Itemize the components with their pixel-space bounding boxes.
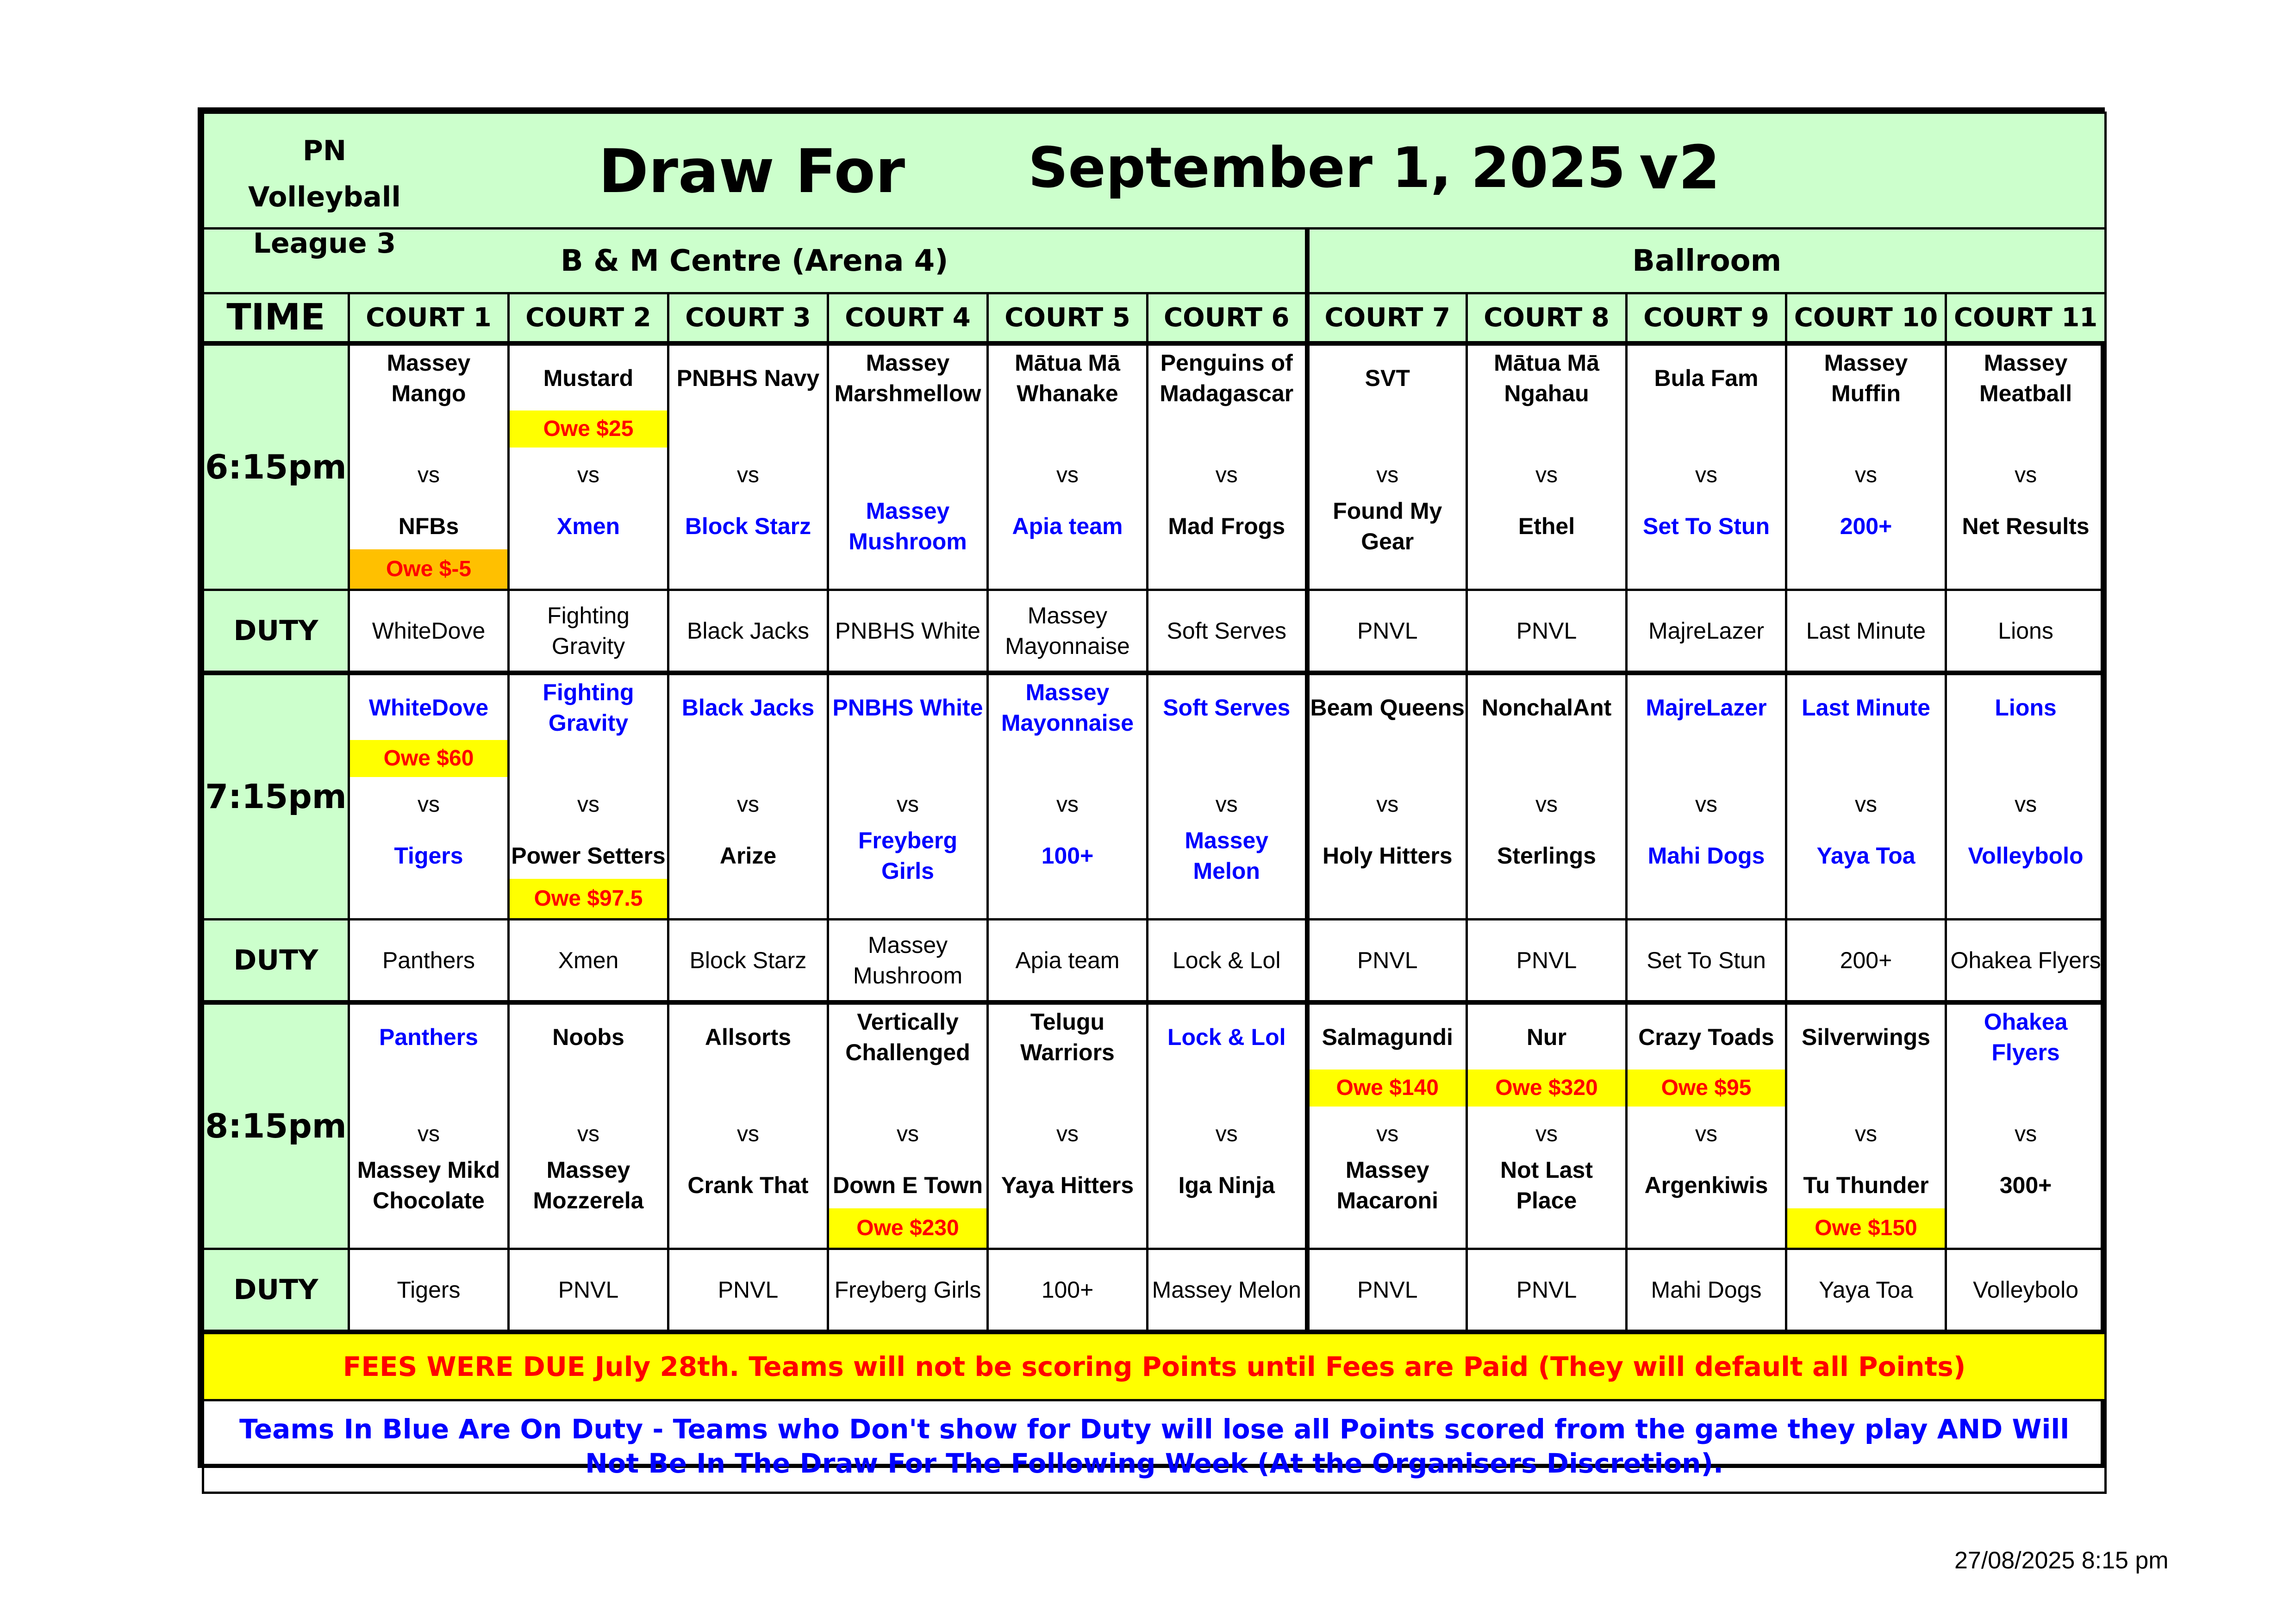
court-header: COURT 2 <box>509 293 668 343</box>
duty-team: Soft Serves <box>1148 590 1307 673</box>
home-team: SVT <box>1365 365 1410 391</box>
draw-table <box>202 112 2107 1494</box>
vs-label: vs <box>1376 1122 1399 1146</box>
duty-team: PNVL <box>1467 590 1627 673</box>
vs-label: vs <box>1535 1122 1558 1146</box>
vs-label: vs <box>577 1122 599 1146</box>
draw-sheet <box>198 107 2105 1479</box>
game-cell <box>1627 673 1786 920</box>
court-header: COURT 8 <box>1467 293 1627 343</box>
vs-label: vs <box>1215 1122 1238 1146</box>
duty-team: Volleybolo <box>1946 1249 2106 1332</box>
away-team: Found My Gear <box>1333 497 1442 554</box>
game-cell <box>1148 1002 1307 1249</box>
away-team: Freyberg Girls <box>858 827 957 884</box>
vs-label: vs <box>1056 792 1079 817</box>
vs-label: vs <box>1695 463 1717 487</box>
away-team: Mad Frogs <box>1168 513 1285 539</box>
owe-badge: Owe $95 <box>1628 1070 1785 1107</box>
time-slot-label: 6:15pm <box>203 343 349 590</box>
home-team: Last Minute <box>1802 694 1930 721</box>
fees-notice: FEES WERE DUE July 28th. Teams will not be scoring Points until Fees are Paid (They will default all Points) <box>203 1332 2106 1400</box>
game-cell <box>1786 1002 1946 1249</box>
duty-team: PNVL <box>1307 919 1467 1002</box>
home-team: Vertically Challenged <box>845 1008 970 1065</box>
away-team: Massey Macaroni <box>1336 1157 1438 1213</box>
vs-label: vs <box>1215 792 1238 817</box>
away-team: Massey Mozzerela <box>533 1157 644 1213</box>
away-team: Mahi Dogs <box>1647 842 1765 869</box>
league-name: League 3 <box>253 227 396 260</box>
home-team: Mātua Mā Ngahau <box>1494 349 1599 406</box>
time-column-header: TIME <box>203 293 349 343</box>
game-cell <box>1946 673 2106 920</box>
away-team: Not Last Place <box>1500 1157 1593 1213</box>
vs-label: vs <box>2015 792 2037 817</box>
duty-team: Massey Mushroom <box>828 919 988 1002</box>
vs-label: vs <box>897 1122 919 1146</box>
owe-badge: Owe $-5 <box>350 549 507 589</box>
duty-team: PNVL <box>668 1249 828 1332</box>
court-header: COURT 7 <box>1307 293 1467 343</box>
home-team: Mātua Mā Whanake <box>1015 349 1120 406</box>
vs-label <box>829 452 986 498</box>
duty-team: Fighting Gravity <box>509 590 668 673</box>
home-team: Soft Serves <box>1163 694 1291 721</box>
duty-label: DUTY <box>203 590 349 673</box>
owe-badge: Owe $25 <box>510 410 667 448</box>
title-banner <box>203 113 2106 260</box>
game-cell <box>1627 343 1786 590</box>
away-team: Ethel <box>1518 513 1575 539</box>
game-cell <box>828 673 988 920</box>
court-header: COURT 4 <box>828 293 988 343</box>
duty-team: Freyberg Girls <box>828 1249 988 1332</box>
home-team: WhiteDove <box>368 694 489 721</box>
away-team: Tu Thunder <box>1803 1172 1929 1198</box>
away-team: Argenkiwis <box>1644 1172 1768 1198</box>
away-team: Massey Mushroom <box>849 497 967 554</box>
game-cell <box>828 343 988 590</box>
away-team: Set To Stun <box>1642 513 1770 539</box>
home-team: Noobs <box>552 1024 624 1050</box>
home-team: PNBHS Navy <box>676 365 820 391</box>
printed-timestamp: 27/08/2025 8:15 pm <box>1954 1547 2169 1574</box>
vs-label: vs <box>1056 1122 1079 1146</box>
away-team: Yaya Hitters <box>1001 1172 1134 1198</box>
vs-label: vs <box>737 1122 759 1146</box>
duty-row <box>203 919 2106 1002</box>
game-cell <box>1946 343 2106 590</box>
duty-team: Last Minute <box>1786 590 1946 673</box>
duty-team: Black Jacks <box>668 590 828 673</box>
game-cell <box>1307 673 1467 920</box>
vs-label: vs <box>1855 463 1877 487</box>
game-cell <box>1786 673 1946 920</box>
owe-badge: Owe $230 <box>829 1208 986 1248</box>
duty-team: 100+ <box>988 1249 1148 1332</box>
away-team: Xmen <box>556 513 620 539</box>
away-team: 100+ <box>1041 842 1094 869</box>
duty-team: PNVL <box>1467 1249 1627 1332</box>
duty-team: Panthers <box>349 919 509 1002</box>
away-team: 300+ <box>1999 1172 2052 1198</box>
draw-for-label: Draw For <box>599 136 905 206</box>
duty-team: WhiteDove <box>349 590 509 673</box>
duty-team: Lock & Lol <box>1148 919 1307 1002</box>
court-header: COURT 3 <box>668 293 828 343</box>
away-team: NFBs <box>398 513 459 539</box>
home-team: Beam Queens <box>1310 694 1465 721</box>
vs-label: vs <box>2015 463 2037 487</box>
game-cell <box>509 673 668 920</box>
game-row <box>203 1002 2106 1249</box>
away-team: Down E Town <box>832 1172 983 1198</box>
game-cell <box>828 1002 988 1249</box>
game-cell <box>1627 1002 1786 1249</box>
duty-team: Massey Mayonnaise <box>988 590 1148 673</box>
home-team: Massey Marshmellow <box>834 349 981 406</box>
game-cell <box>668 343 828 590</box>
duty-team: PNVL <box>1307 1249 1467 1332</box>
vs-label: vs <box>2015 1122 2037 1146</box>
duty-team: Massey Melon <box>1148 1249 1307 1332</box>
duty-row <box>203 590 2106 673</box>
away-team: Yaya Toa <box>1816 842 1915 869</box>
court-header: COURT 6 <box>1148 293 1307 343</box>
vs-label: vs <box>418 792 440 817</box>
court-header: COURT 9 <box>1627 293 1786 343</box>
game-cell <box>509 343 668 590</box>
game-cell <box>1467 1002 1627 1249</box>
duty-label: DUTY <box>203 919 349 1002</box>
vs-label: vs <box>737 463 759 487</box>
organisation-title <box>232 128 417 267</box>
away-team: Power Setters <box>511 842 666 869</box>
vs-label: vs <box>897 792 919 817</box>
court-header: COURT 10 <box>1786 293 1946 343</box>
home-team: NonchalAnt <box>1481 694 1612 721</box>
duty-team: 200+ <box>1786 919 1946 1002</box>
game-cell <box>349 343 509 590</box>
home-team: Massey Mango <box>387 349 471 406</box>
duty-notice: Teams In Blue Are On Duty - Teams who Don't show for Duty will lose all Points scored from the game they play AND Will Not Be In The Draw For The Following Week (At the Organisers Discretion). <box>203 1400 2106 1492</box>
duty-team: Set To Stun <box>1627 919 1786 1002</box>
home-team: Black Jacks <box>681 694 815 721</box>
game-row <box>203 673 2106 920</box>
duty-team: Lions <box>1946 590 2106 673</box>
game-cell <box>1946 1002 2106 1249</box>
away-team: Massey Melon <box>1185 827 1269 884</box>
away-team: Iga Ninja <box>1178 1172 1275 1198</box>
game-cell <box>668 1002 828 1249</box>
org-name: PN Volleyball <box>248 135 401 213</box>
venue-ballroom: Ballroom <box>1307 229 2106 293</box>
duty-team: Block Starz <box>668 919 828 1002</box>
vs-label: vs <box>418 1122 440 1146</box>
duty-team: MajreLazer <box>1627 590 1786 673</box>
time-slot-label: 7:15pm <box>203 673 349 920</box>
game-cell <box>988 673 1148 920</box>
away-team: Block Starz <box>685 513 811 539</box>
home-team: PNBHS White <box>832 694 983 721</box>
home-team: Fighting Gravity <box>543 679 634 736</box>
owe-badge: Owe $320 <box>1468 1070 1625 1107</box>
duty-label: DUTY <box>203 1249 349 1332</box>
away-team: Massey Mikd Chocolate <box>357 1157 500 1213</box>
vs-label: vs <box>1695 792 1717 817</box>
home-team: Ohakea Flyers <box>1984 1008 2068 1065</box>
home-team: Massey Mayonnaise <box>1001 679 1134 736</box>
away-team: Holy Hitters <box>1322 842 1453 869</box>
time-slot-label: 8:15pm <box>203 1002 349 1249</box>
duty-team: PNVL <box>1467 919 1627 1002</box>
game-row <box>203 343 2106 590</box>
home-team: Allsorts <box>705 1024 792 1050</box>
away-team: Sterlings <box>1497 842 1596 869</box>
home-team: Crazy Toads <box>1638 1024 1774 1050</box>
home-team: Nur <box>1526 1024 1567 1050</box>
game-cell <box>1467 343 1627 590</box>
home-team: Lock & Lol <box>1167 1024 1286 1050</box>
owe-badge: Owe $60 <box>350 740 507 777</box>
duty-team: Yaya Toa <box>1786 1249 1946 1332</box>
draw-version: v2 <box>1639 132 1721 203</box>
duty-team: PNVL <box>1307 590 1467 673</box>
vs-label: vs <box>418 463 440 487</box>
away-team: Arize <box>719 842 777 869</box>
game-cell <box>1786 343 1946 590</box>
vs-label: vs <box>1855 1122 1877 1146</box>
game-cell <box>349 1002 509 1249</box>
duty-team: PNVL <box>509 1249 668 1332</box>
home-team: Massey Muffin <box>1824 349 1908 406</box>
vs-label: vs <box>1855 792 1877 817</box>
game-cell <box>988 343 1148 590</box>
home-team: Telugu Warriors <box>1020 1008 1115 1065</box>
draw-date: September 1, 2025 <box>1028 136 1626 200</box>
away-team: Apia team <box>1012 513 1123 539</box>
away-team: 200+ <box>1840 513 1892 539</box>
home-team: MajreLazer <box>1646 694 1767 721</box>
away-team: Volleybolo <box>1968 842 2084 869</box>
game-cell <box>1148 343 1307 590</box>
duty-team: PNBHS White <box>828 590 988 673</box>
home-team: Massey Meatball <box>1979 349 2072 406</box>
vs-label: vs <box>1376 463 1399 487</box>
away-team: Crank That <box>687 1172 809 1198</box>
vs-label: vs <box>1695 1122 1717 1146</box>
home-team: Salmagundi <box>1322 1024 1453 1050</box>
vs-label: vs <box>577 463 599 487</box>
game-cell <box>1467 673 1627 920</box>
home-team: Silverwings <box>1802 1024 1930 1050</box>
vs-label: vs <box>1535 792 1558 817</box>
game-cell <box>1148 673 1307 920</box>
home-team: Panthers <box>379 1024 478 1050</box>
away-team: Tigers <box>394 842 463 869</box>
home-team: Bula Fam <box>1654 365 1759 391</box>
away-team: Net Results <box>1962 513 2090 539</box>
home-team: Penguins of Madagascar <box>1160 349 1294 406</box>
court-header: COURT 5 <box>988 293 1148 343</box>
vs-label: vs <box>1215 463 1238 487</box>
owe-badge: Owe $97.5 <box>510 879 667 918</box>
duty-team: Tigers <box>349 1249 509 1332</box>
vs-label: vs <box>1056 463 1079 487</box>
game-cell <box>1307 1002 1467 1249</box>
vs-label: vs <box>737 792 759 817</box>
duty-team: Mahi Dogs <box>1627 1249 1786 1332</box>
duty-team: Ohakea Flyers <box>1946 919 2106 1002</box>
home-team: Lions <box>1995 694 2057 721</box>
duty-team: Apia team <box>988 919 1148 1002</box>
court-header: COURT 1 <box>349 293 509 343</box>
duty-row <box>203 1249 2106 1332</box>
game-cell <box>509 1002 668 1249</box>
game-cell <box>668 673 828 920</box>
duty-team: Xmen <box>509 919 668 1002</box>
home-team: Mustard <box>543 365 634 391</box>
vs-label: vs <box>1535 463 1558 487</box>
owe-badge: Owe $150 <box>1787 1208 1945 1248</box>
vs-label: vs <box>1376 792 1399 817</box>
game-cell <box>988 1002 1148 1249</box>
venue-arena-4: B & M Centre (Arena 4) <box>203 229 1307 293</box>
vs-label: vs <box>577 792 599 817</box>
court-header: COURT 11 <box>1946 293 2106 343</box>
game-cell <box>349 673 509 920</box>
game-cell <box>1307 343 1467 590</box>
owe-badge: Owe $140 <box>1310 1070 1466 1107</box>
